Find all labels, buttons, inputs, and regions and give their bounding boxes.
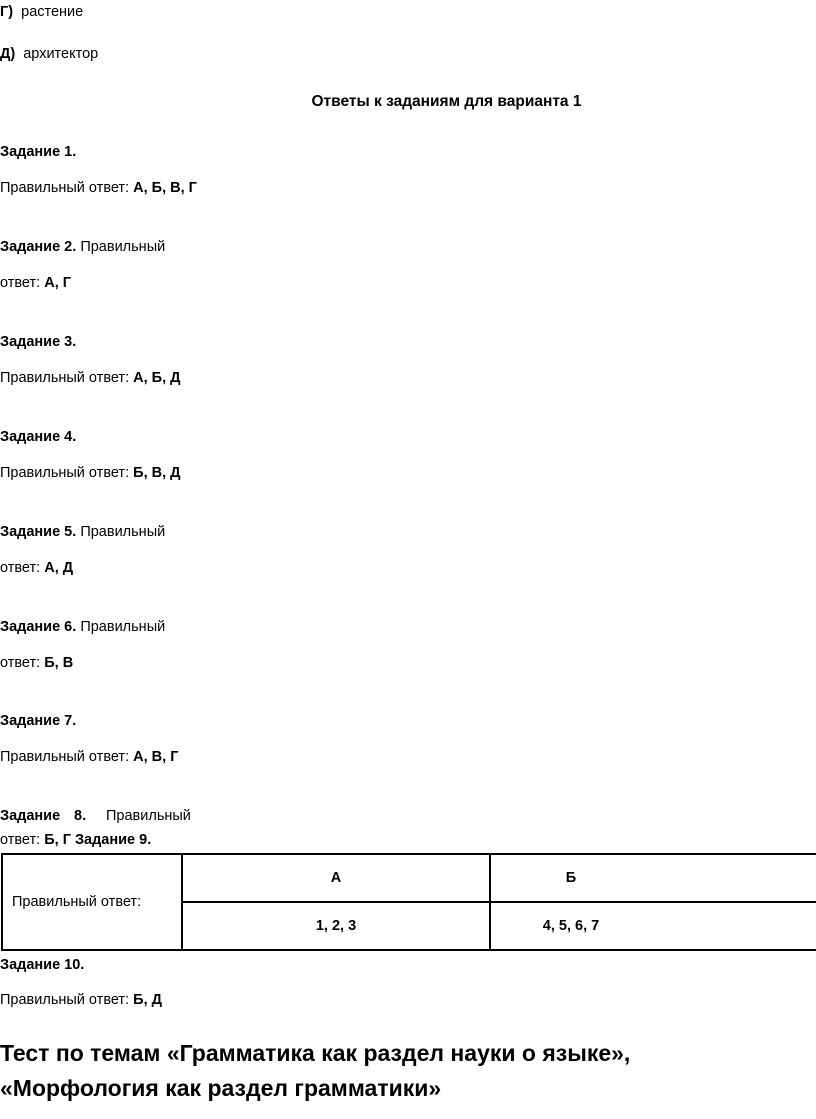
answer-value: А, Б, В, Г [133,180,197,196]
answer-prefix: ответ: [0,832,41,848]
task-1-answer [0,179,197,197]
task-6-label [0,618,165,636]
option-d [0,45,98,63]
task-4-label: Задание 4. [0,429,77,445]
option-text: растение [21,4,84,20]
answer-prefix: Правильный ответ: [0,749,130,765]
answer-prefix: ответ: [0,560,41,576]
task-inline-text: Правильный [80,239,166,255]
task-5-answer [0,559,73,577]
task-9-table [1,853,816,951]
test-title-line-1: Тест по темам «Грамматика как раздел науки о языке», [0,1040,631,1066]
task-3-label: Задание 3. [0,334,77,350]
answer-value: Б, Г [44,832,71,848]
answer-prefix: Правильный ответ: [0,465,130,481]
answer-prefix: ответ: [0,275,41,291]
answer-value: Б, Д [133,992,162,1008]
answer-value: А, Б, Д [133,370,181,386]
task-6-answer [0,654,73,672]
task-9-label: Задание 9. [74,832,152,848]
task-10-answer [0,991,162,1009]
answer-prefix: ответ: [0,655,41,671]
answer-prefix: Правильный ответ: [0,180,130,196]
table-cell-b: 4, 5, 6, 7 [490,902,816,950]
answer-value: А, Д [44,560,74,576]
option-letter: Д) [0,46,16,62]
table-header-b: Б [490,854,816,902]
task-2-label [0,238,165,256]
option-letter: Г) [0,4,14,20]
task-label: Задание 6. [0,619,77,635]
option-text: архитектор [23,46,99,62]
task-7-answer [0,748,178,766]
answer-value: А, Г [44,275,71,291]
task-2-answer [0,274,71,292]
answer-prefix: Правильный ответ: [0,370,130,386]
option-g [0,3,83,21]
task-5-label [0,523,165,541]
task-label: Задание 2. [0,239,77,255]
task-8-label [0,807,191,825]
answer-value: Б, В, Д [133,465,181,481]
answers-title: Ответы к заданиям для варианта 1 [311,93,582,110]
answer-value: Б, В [44,655,74,671]
task-3-answer [0,369,180,387]
task-inline-text: Правильный [80,619,166,635]
task-label-num: 8. [74,808,87,824]
task-label-word: Задание [0,808,61,824]
table-header-a: А [182,854,490,902]
task-8-answer [0,831,151,849]
test-title-line-2: «Морфология как раздел грамматики» [0,1075,442,1101]
task-label: Задание 5. [0,524,77,540]
answer-prefix: Правильный ответ: [0,992,130,1008]
task-1-label: Задание 1. [0,144,77,160]
task-4-answer [0,464,180,482]
task-7-label: Задание 7. [0,713,77,729]
table-row-label: Правильный ответ: [2,854,182,950]
task-10-label: Задание 10. [0,957,85,973]
task-inline-text: Правильный [80,524,166,540]
answer-value: А, В, Г [133,749,179,765]
task-inline-text: Правильный [106,808,191,824]
table-cell-a: 1, 2, 3 [182,902,490,950]
